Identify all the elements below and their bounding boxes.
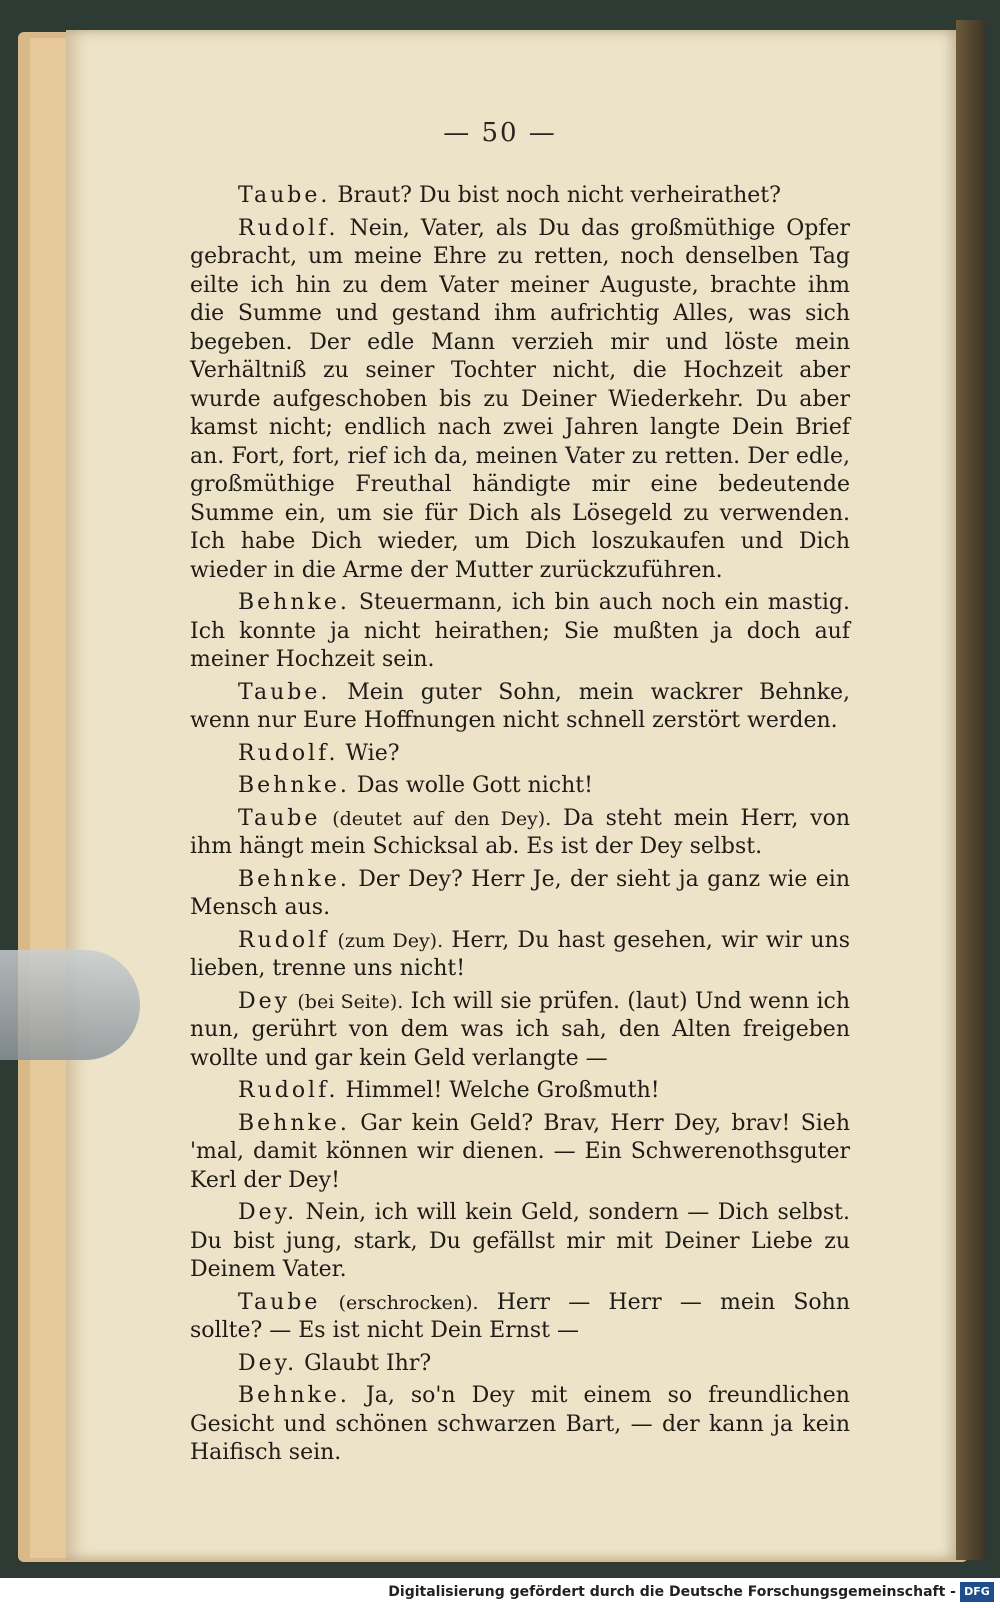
dialogue-text: Himmel! Welche Großmuth! (345, 1078, 660, 1103)
dialogue-paragraph (190, 772, 850, 801)
dialogue-paragraph (190, 1382, 850, 1468)
dialogue-text: Der Dey? Herr Je, der sieht ja ganz wie ein Mensch aus. (190, 866, 850, 920)
dialogue-paragraph (190, 866, 850, 923)
dialogue-text: Mein guter Sohn, mein wackrer Behnke, wenn nur Eure Hoffnungen nicht schnell zerstört werden. (190, 679, 850, 733)
dialogue-paragraph (190, 1289, 850, 1346)
speaker-name: Taube. (238, 183, 331, 208)
speaker-name: Dey. (238, 1350, 298, 1376)
speaker-name: Behnke. (238, 1383, 350, 1408)
speaker-name: Behnke. (238, 866, 350, 892)
dialogue-text: Ja, so'n Dey mit einem so freundlichen Gesicht und schönen schwarzen Bart, — der kann ja kein Haifisch sein. (190, 1383, 850, 1465)
stage-direction: (erschrocken). (338, 1291, 479, 1314)
dialogue-text: Steuermann, ich bin auch noch ein mastig. Ich konnte ja nicht heirathen; Sie mußten ja doch auf meiner Hochzeit sein. (190, 590, 851, 672)
dialogue-text: Nein, ich will kein Geld, sondern — Dich selbst. Du bist jung, stark, Du gefällst mir mit Deiner Liebe zu Deinem Vater. (190, 1200, 850, 1282)
speaker-name: Behnke. (238, 773, 350, 798)
speaker-name: Rudolf. (238, 740, 339, 766)
footer-credit: Digitalisierung gefördert durch die Deutsche Forschungsgemeinschaft - (388, 1584, 956, 1600)
dialogue-paragraph (190, 1199, 850, 1285)
dialogue-text: Wie? (345, 740, 400, 766)
dialogue-paragraph (190, 215, 850, 586)
page-clip (0, 950, 140, 1060)
dialogue-text: Herr, Du hast gesehen, wir wir uns lieben, trenne uns nicht! (190, 927, 850, 981)
dialogue-paragraph (190, 740, 850, 769)
dialogue-paragraph (190, 1110, 850, 1196)
speaker-name: Dey. (238, 1200, 298, 1225)
dialogue-paragraph (190, 182, 850, 211)
speaker-name: Taube (238, 805, 321, 831)
dialogue-text: Ich will sie prüfen. (laut) Und wenn ich nun, gerührt von dem was ich sah, den Alten freigeben wollte und gar kein Geld verlangte — (190, 988, 850, 1071)
speaker-name: Behnke. (238, 1110, 350, 1136)
stage-direction: (deutet auf den Dey). (332, 807, 552, 830)
dialogue-text: Braut? Du bist noch nicht verheirathet? (337, 183, 781, 208)
dialogue-paragraph (190, 679, 850, 736)
dialogue-paragraph (190, 927, 850, 984)
speaker-name: Taube. (238, 679, 331, 705)
speaker-name: Behnke. (238, 590, 350, 615)
speaker-name: Rudolf. (238, 1078, 339, 1103)
book-spine (956, 20, 986, 1560)
dialogue-paragraph (190, 988, 850, 1074)
speaker-name: Rudolf (238, 927, 330, 953)
dfg-logo[interactable]: DFG (960, 1582, 994, 1602)
dialogue-text: Nein, Vater, als Du das großmüthige Opfer gebracht, um meine Ehre zu retten, noch denselben Tag eilte ich hin zu dem Vater meiner Auguste, brachte ihm die Summe und gestand ihm aufrichtig Alles, was sich begeben. Der edle Mann verzieh mir und löste mein Verhältniß zu seiner Tochter nicht, die Hochzeit aber wurde aufgeschoben bis zu Deiner Wiederkehr. Du aber kamst nicht; endlich nach zwei Jahren langte Dein Brief an. Fort, fort, rief ich da, meinen Vater zu retten. Der edle, großmüthige Freuthal händigte mir eine bedeutende Summe ein, um sie für Dich als Lösegeld zu verwenden. Ich habe Dich wieder, um Dich loszukaufen und Dich wieder in die Arme der Mutter zurückzuführen. (190, 215, 850, 583)
speaker-name: Dey (238, 988, 291, 1014)
page-text (190, 182, 850, 1472)
stage-direction: (zum Dey). (337, 929, 444, 952)
dialogue-text: Gar kein Geld? Brav, Herr Dey, brav! Sieh 'mal, damit können wir dienen. — Ein Schwerenothsguter Kerl der Dey! (190, 1110, 850, 1193)
speaker-name: Rudolf. (238, 215, 339, 241)
dialogue-text: Da steht mein Herr, von ihm hängt mein Schicksal ab. Es ist der Dey selbst. (190, 805, 851, 859)
dialogue-paragraph (190, 589, 850, 675)
dialogue-paragraph (190, 1077, 850, 1106)
dialogue-text: Herr — Herr — mein Sohn sollte? — Es ist nicht Dein Ernst — (190, 1289, 850, 1343)
dialogue-text: Das wolle Gott nicht! (356, 773, 593, 798)
dialogue-paragraph (190, 805, 850, 862)
page-number: — 50 — (443, 118, 557, 148)
footer-bar (0, 1578, 1000, 1608)
stage-direction: (bei Seite). (297, 990, 404, 1013)
speaker-name: Taube (238, 1289, 321, 1315)
dialogue-text: Glaubt Ihr? (304, 1350, 432, 1376)
dialogue-paragraph (190, 1350, 850, 1379)
